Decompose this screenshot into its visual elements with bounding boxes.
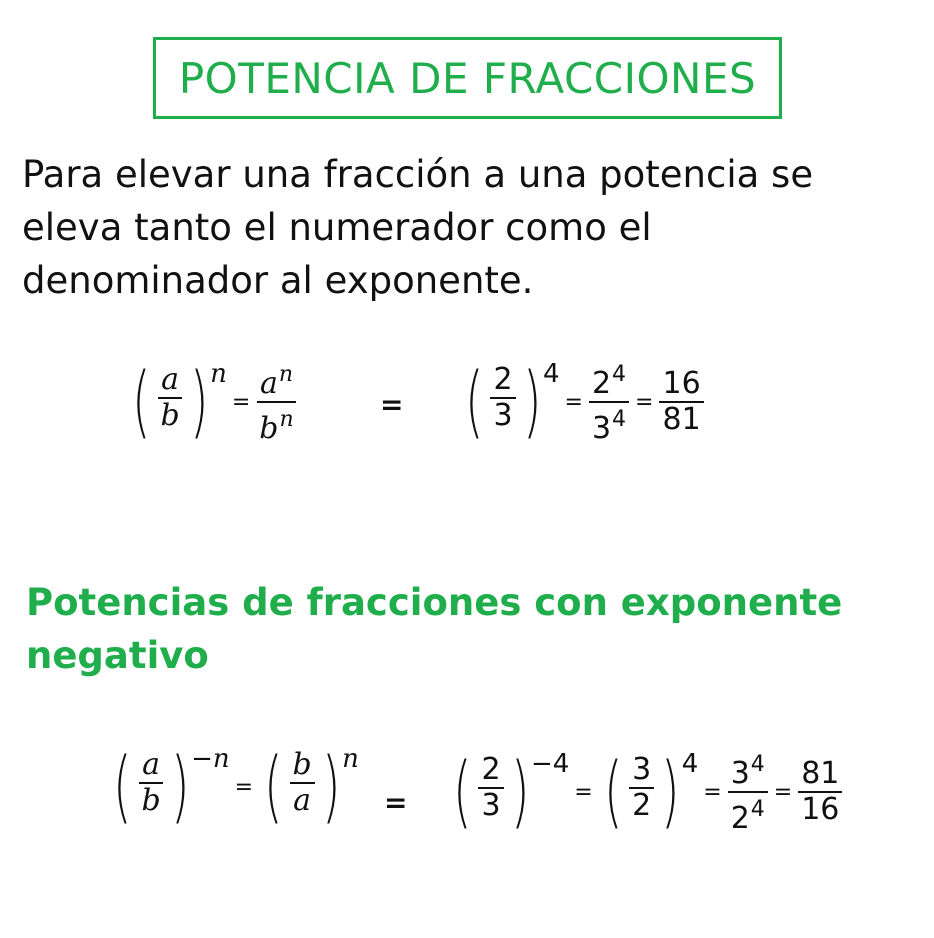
formula-example-positive (459, 358, 705, 446)
numerator: $2^4$ (589, 358, 629, 403)
intro-line: eleva tanto el numerador como el (22, 206, 652, 249)
fraction (798, 757, 842, 827)
right-paren: ) (170, 742, 190, 832)
power-group (126, 357, 227, 447)
formula-example-negative (447, 748, 843, 836)
right-paren: ) (510, 747, 529, 837)
fraction (256, 358, 296, 446)
fraction (490, 363, 515, 433)
exponent: n (342, 744, 359, 774)
left-paren: ( (453, 747, 472, 837)
equals-sign: = (635, 389, 654, 415)
denominator: b (141, 783, 161, 818)
exponent: −n (191, 744, 230, 774)
equals-sign: = (231, 389, 251, 415)
left-paren: ( (465, 357, 484, 447)
numerator: b (290, 748, 315, 784)
intro-line: denominador al exponente. (22, 259, 534, 302)
equals-sign: = (564, 389, 583, 415)
fraction (629, 753, 654, 823)
right-paren: ) (189, 357, 209, 447)
right-paren: ) (661, 747, 680, 837)
numerator: a (139, 748, 163, 784)
exponent: −4 (530, 749, 570, 779)
numerator: 16 (659, 367, 703, 403)
formula-general-positive (126, 358, 298, 446)
denominator: $b^n$ (259, 407, 294, 446)
equals-sign: = (380, 388, 404, 421)
right-paren: ) (321, 742, 341, 832)
formula-separator (380, 388, 403, 421)
fraction (290, 748, 315, 818)
formula-separator (384, 786, 407, 819)
exponent: n (210, 359, 227, 389)
numerator: a (158, 363, 182, 399)
denominator: $3^4$ (591, 407, 627, 446)
denominator: 3 (481, 788, 501, 823)
fraction (659, 367, 703, 437)
numerator: 3 (629, 753, 654, 789)
fraction (728, 748, 768, 836)
subtitle (26, 576, 906, 682)
power-group (459, 357, 560, 447)
intro-line: Para elevar una fracción a una potencia se (22, 153, 814, 196)
denominator: b (160, 398, 180, 433)
left-paren: ( (132, 357, 151, 447)
numerator: $a^n$ (257, 358, 296, 403)
power-group (258, 742, 359, 832)
exponent: 4 (681, 749, 699, 779)
left-paren: ( (264, 742, 283, 832)
left-paren: ( (113, 742, 132, 832)
equals-sign: = (703, 779, 722, 805)
fraction (138, 748, 163, 818)
page-title: POTENCIA DE FRACCIONES (178, 53, 757, 103)
numerator: 2 (490, 363, 515, 399)
intro-paragraph (22, 148, 902, 307)
equals-sign: = (773, 779, 793, 805)
numerator: 2 (478, 753, 503, 789)
denominator: 3 (493, 398, 513, 433)
exponent: 4 (542, 359, 560, 389)
title-box (153, 37, 782, 119)
left-paren: ( (603, 747, 623, 837)
power-group (598, 747, 699, 837)
equals-sign: = (234, 774, 254, 800)
formula-general-negative (107, 742, 359, 832)
equals-sign: = (384, 786, 408, 819)
fraction (157, 363, 182, 433)
power-group (447, 747, 570, 837)
denominator: a (293, 783, 312, 818)
equals-sign: = (574, 779, 593, 805)
subtitle-line: Potencias de fracciones con exponente (26, 581, 843, 624)
numerator: 81 (798, 757, 842, 793)
power-group (107, 742, 230, 832)
denominator: $2^4$ (730, 797, 765, 836)
fraction (478, 753, 503, 823)
subtitle-line: negativo (26, 634, 209, 677)
denominator: 2 (632, 788, 652, 823)
denominator: 81 (662, 402, 701, 437)
fraction (589, 358, 629, 446)
denominator: 16 (801, 792, 840, 827)
right-paren: ) (522, 357, 541, 447)
numerator: $3^4$ (728, 748, 768, 793)
